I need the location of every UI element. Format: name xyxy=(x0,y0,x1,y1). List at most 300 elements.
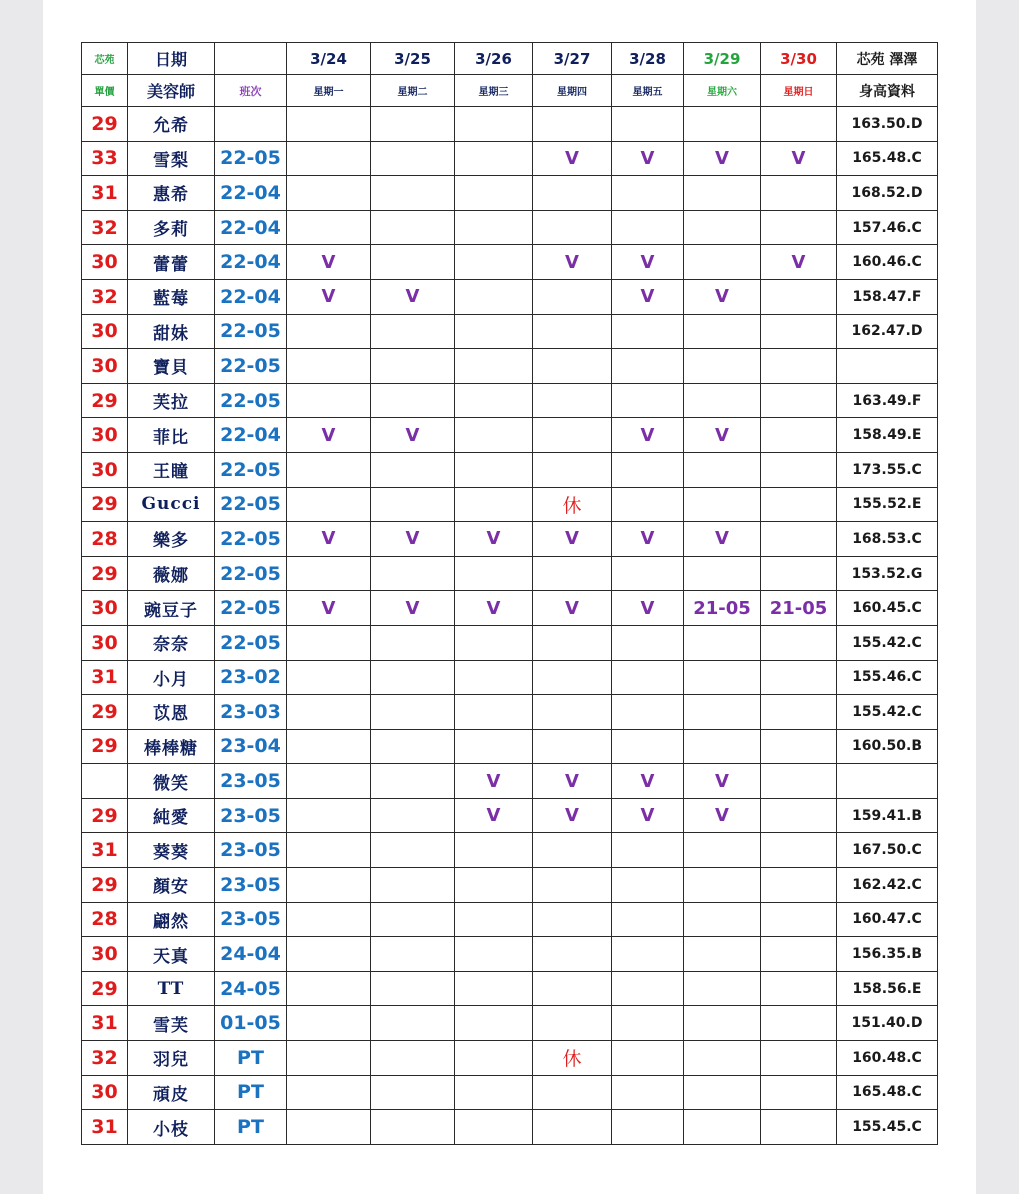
beautician-name-cell: TT xyxy=(128,971,215,1006)
shift-cell xyxy=(684,210,761,245)
beautician-name-cell: 雪芙 xyxy=(128,1006,215,1041)
shift-cell xyxy=(612,349,684,384)
shift-cell xyxy=(684,660,761,695)
beautician-name-cell: 樂多 xyxy=(128,522,215,557)
price-cell: 29 xyxy=(82,487,128,522)
shift-cell xyxy=(371,1041,455,1076)
shift-cell xyxy=(371,868,455,903)
shift-cell xyxy=(684,349,761,384)
header-weekday-mon: 星期一 xyxy=(287,75,371,107)
shift-cell xyxy=(371,176,455,211)
shift-cell xyxy=(371,141,455,176)
price-cell: 29 xyxy=(82,971,128,1006)
rest-day-cell: 休 xyxy=(533,1041,612,1076)
shift-cell xyxy=(455,487,533,522)
header-date-mon: 3/24 xyxy=(287,43,371,75)
shift-cell: 21-05 xyxy=(684,591,761,626)
shift-cell xyxy=(371,902,455,937)
price-cell: 30 xyxy=(82,349,128,384)
height-info-cell: 155.52.E xyxy=(837,487,938,522)
price-cell: 29 xyxy=(82,798,128,833)
beautician-name-cell: 微笑 xyxy=(128,764,215,799)
shift-cell xyxy=(455,556,533,591)
price-cell: 29 xyxy=(82,695,128,730)
shift-cell xyxy=(287,383,371,418)
height-info-cell: 155.42.C xyxy=(837,695,938,730)
shift-cell xyxy=(371,625,455,660)
shift-cell xyxy=(684,971,761,1006)
beautician-name-cell: 豌豆子 xyxy=(128,591,215,626)
price-cell: 29 xyxy=(82,556,128,591)
shift-cell xyxy=(761,522,837,557)
shift-cell xyxy=(533,383,612,418)
table-row xyxy=(82,868,938,903)
table-row xyxy=(82,279,938,314)
price-cell: 33 xyxy=(82,141,128,176)
shift-cell xyxy=(612,729,684,764)
beautician-name-cell: 天真 xyxy=(128,937,215,972)
beautician-name-cell: 藍莓 xyxy=(128,279,215,314)
shift-cell xyxy=(371,764,455,799)
shift-cell xyxy=(612,1075,684,1110)
shift-cell xyxy=(761,314,837,349)
shift-cell xyxy=(287,1075,371,1110)
height-info-cell: 167.50.C xyxy=(837,833,938,868)
class-cell: 22-05 xyxy=(215,522,287,557)
shift-cell: V xyxy=(287,279,371,314)
class-cell: PT xyxy=(215,1110,287,1145)
shift-cell xyxy=(612,210,684,245)
shift-cell xyxy=(533,868,612,903)
shift-cell: V xyxy=(684,764,761,799)
height-info-cell: 158.47.F xyxy=(837,279,938,314)
height-info-cell: 153.52.G xyxy=(837,556,938,591)
shift-cell xyxy=(761,625,837,660)
shift-cell: V xyxy=(455,522,533,557)
header-date-thu: 3/27 xyxy=(533,43,612,75)
shift-cell xyxy=(761,937,837,972)
price-cell: 32 xyxy=(82,210,128,245)
beautician-name-cell: 王瞳 xyxy=(128,452,215,487)
shift-cell xyxy=(287,176,371,211)
shift-cell xyxy=(612,314,684,349)
shift-cell: V xyxy=(612,591,684,626)
price-cell: 28 xyxy=(82,902,128,937)
shift-cell xyxy=(761,487,837,522)
shift-cell: V xyxy=(612,245,684,280)
price-cell: 31 xyxy=(82,833,128,868)
shift-cell xyxy=(684,314,761,349)
height-info-cell: 155.46.C xyxy=(837,660,938,695)
shift-cell xyxy=(455,971,533,1006)
height-info-cell: 165.48.C xyxy=(837,141,938,176)
shift-cell: 21-05 xyxy=(761,591,837,626)
table-row xyxy=(82,107,938,142)
height-info-cell: 162.47.D xyxy=(837,314,938,349)
price-cell: 32 xyxy=(82,279,128,314)
shift-cell: V xyxy=(612,764,684,799)
price-cell: 30 xyxy=(82,245,128,280)
beautician-name-cell: 顏安 xyxy=(128,868,215,903)
height-info-cell: 173.55.C xyxy=(837,452,938,487)
shift-cell xyxy=(371,314,455,349)
shift-cell xyxy=(761,556,837,591)
price-cell: 30 xyxy=(82,452,128,487)
header-date-fri: 3/28 xyxy=(612,43,684,75)
shift-cell xyxy=(455,695,533,730)
table-row xyxy=(82,1041,938,1076)
shift-cell: V xyxy=(371,279,455,314)
shift-cell xyxy=(612,868,684,903)
table-row xyxy=(82,971,938,1006)
shift-cell xyxy=(612,695,684,730)
price-cell: 31 xyxy=(82,176,128,211)
class-cell: 23-03 xyxy=(215,695,287,730)
shift-cell xyxy=(684,729,761,764)
header-row-dates xyxy=(82,43,938,75)
table-row xyxy=(82,660,938,695)
price-cell xyxy=(82,764,128,799)
header-date-sun: 3/30 xyxy=(761,43,837,75)
shift-cell: V xyxy=(371,591,455,626)
shift-cell xyxy=(371,1006,455,1041)
shift-cell xyxy=(371,210,455,245)
height-info-cell: 156.35.B xyxy=(837,937,938,972)
class-cell: 23-05 xyxy=(215,868,287,903)
shift-cell: V xyxy=(455,591,533,626)
shift-cell xyxy=(684,556,761,591)
shift-cell xyxy=(455,107,533,142)
beautician-name-cell: 允希 xyxy=(128,107,215,142)
shift-cell xyxy=(455,176,533,211)
shift-cell xyxy=(761,902,837,937)
header-weekday-sun: 星期日 xyxy=(761,75,837,107)
shift-cell xyxy=(455,902,533,937)
shift-cell xyxy=(761,1041,837,1076)
table-row xyxy=(82,210,938,245)
height-info-cell: 165.48.C xyxy=(837,1075,938,1110)
shift-cell xyxy=(371,349,455,384)
shift-cell xyxy=(761,695,837,730)
table-row xyxy=(82,487,938,522)
class-cell: 22-05 xyxy=(215,349,287,384)
shift-cell xyxy=(612,487,684,522)
price-cell: 31 xyxy=(82,660,128,695)
shift-cell: V xyxy=(533,798,612,833)
price-cell: 32 xyxy=(82,1041,128,1076)
shift-cell xyxy=(455,729,533,764)
shift-cell xyxy=(761,1110,837,1145)
shift-cell xyxy=(612,660,684,695)
height-info-cell: 168.52.D xyxy=(837,176,938,211)
price-cell: 29 xyxy=(82,729,128,764)
shift-cell: V xyxy=(455,764,533,799)
shift-cell xyxy=(287,107,371,142)
shift-cell: V xyxy=(612,418,684,453)
table-row xyxy=(82,1075,938,1110)
shift-cell: V xyxy=(612,798,684,833)
shift-cell xyxy=(684,625,761,660)
shift-cell xyxy=(371,1075,455,1110)
table-row xyxy=(82,591,938,626)
shift-cell xyxy=(761,383,837,418)
shift-cell xyxy=(761,833,837,868)
height-info-cell: 163.49.F xyxy=(837,383,938,418)
beautician-name-cell: 芙拉 xyxy=(128,383,215,418)
beautician-name-cell: 菲比 xyxy=(128,418,215,453)
shift-cell xyxy=(533,349,612,384)
beautician-name-cell: 苡恩 xyxy=(128,695,215,730)
header-name-label: 美容師 xyxy=(128,75,215,107)
shift-cell xyxy=(455,418,533,453)
table-row xyxy=(82,176,938,211)
shift-cell xyxy=(371,729,455,764)
shift-cell xyxy=(612,971,684,1006)
shift-cell xyxy=(533,556,612,591)
shift-cell xyxy=(455,937,533,972)
price-cell: 30 xyxy=(82,625,128,660)
price-cell: 30 xyxy=(82,937,128,972)
class-cell: 22-04 xyxy=(215,210,287,245)
shift-cell xyxy=(761,279,837,314)
price-cell: 29 xyxy=(82,383,128,418)
price-cell: 29 xyxy=(82,868,128,903)
shift-cell xyxy=(287,937,371,972)
class-cell: 23-05 xyxy=(215,798,287,833)
shift-cell: V xyxy=(371,522,455,557)
shift-cell xyxy=(684,1110,761,1145)
header-class-blank xyxy=(215,43,287,75)
shift-cell: V xyxy=(684,418,761,453)
shift-cell xyxy=(371,695,455,730)
table-row xyxy=(82,902,938,937)
class-cell: 24-04 xyxy=(215,937,287,972)
shift-cell xyxy=(455,279,533,314)
shift-cell xyxy=(287,1110,371,1145)
shift-cell xyxy=(533,937,612,972)
shift-cell: V xyxy=(455,798,533,833)
beautician-name-cell: 頑皮 xyxy=(128,1075,215,1110)
shift-cell xyxy=(287,1041,371,1076)
shift-cell xyxy=(533,279,612,314)
beautician-name-cell: 奈奈 xyxy=(128,625,215,660)
shift-cell xyxy=(287,660,371,695)
header-weekday-fri: 星期五 xyxy=(612,75,684,107)
beautician-name-cell: 羽兒 xyxy=(128,1041,215,1076)
class-cell: 22-04 xyxy=(215,245,287,280)
rest-day-cell: 休 xyxy=(533,487,612,522)
table-row xyxy=(82,798,938,833)
height-info-cell xyxy=(837,764,938,799)
shift-cell xyxy=(371,1110,455,1145)
header-class-label: 班次 xyxy=(215,75,287,107)
shift-cell xyxy=(455,349,533,384)
shift-cell xyxy=(684,902,761,937)
shift-cell xyxy=(455,383,533,418)
shift-cell xyxy=(455,868,533,903)
shift-cell xyxy=(761,107,837,142)
beautician-name-cell: 雪梨 xyxy=(128,141,215,176)
shift-cell xyxy=(761,210,837,245)
shift-cell xyxy=(612,556,684,591)
table-row xyxy=(82,349,938,384)
shift-cell xyxy=(761,452,837,487)
shift-cell xyxy=(287,556,371,591)
shift-cell xyxy=(684,452,761,487)
class-cell: 22-04 xyxy=(215,418,287,453)
beautician-name-cell: 甜妹 xyxy=(128,314,215,349)
header-date-tue: 3/25 xyxy=(371,43,455,75)
shift-cell: V xyxy=(287,591,371,626)
table-row xyxy=(82,937,938,972)
shift-cell xyxy=(533,107,612,142)
shift-cell: V xyxy=(684,279,761,314)
height-info-cell: 168.53.C xyxy=(837,522,938,557)
class-cell: 22-05 xyxy=(215,141,287,176)
shift-cell xyxy=(761,349,837,384)
shift-cell xyxy=(761,176,837,211)
shift-cell xyxy=(371,798,455,833)
class-cell: 23-02 xyxy=(215,660,287,695)
shift-cell xyxy=(612,1006,684,1041)
header-weekday-wed: 星期三 xyxy=(455,75,533,107)
shift-cell xyxy=(455,141,533,176)
shift-cell xyxy=(455,1075,533,1110)
shift-cell xyxy=(371,660,455,695)
price-cell: 30 xyxy=(82,418,128,453)
shift-cell: V xyxy=(533,245,612,280)
beautician-name-cell: 寶貝 xyxy=(128,349,215,384)
header-weekday-tue: 星期二 xyxy=(371,75,455,107)
shift-cell xyxy=(533,176,612,211)
shift-cell xyxy=(371,487,455,522)
shift-cell: V xyxy=(371,418,455,453)
class-cell: PT xyxy=(215,1041,287,1076)
shift-cell xyxy=(761,1006,837,1041)
table-row xyxy=(82,625,938,660)
class-cell: 22-04 xyxy=(215,279,287,314)
shift-cell: V xyxy=(761,245,837,280)
header-date-wed: 3/26 xyxy=(455,43,533,75)
shift-cell xyxy=(684,245,761,280)
beautician-name-cell: 惠希 xyxy=(128,176,215,211)
shift-cell xyxy=(761,971,837,1006)
header-date-sat: 3/29 xyxy=(684,43,761,75)
shift-cell xyxy=(533,660,612,695)
height-info-cell: 158.49.E xyxy=(837,418,938,453)
table-row xyxy=(82,522,938,557)
table-row xyxy=(82,383,938,418)
class-cell: 24-05 xyxy=(215,971,287,1006)
shift-cell xyxy=(612,452,684,487)
table-row xyxy=(82,729,938,764)
height-info-cell: 160.46.C xyxy=(837,245,938,280)
shift-cell xyxy=(287,349,371,384)
height-info-cell: 162.42.C xyxy=(837,868,938,903)
shift-cell xyxy=(612,902,684,937)
shift-cell xyxy=(684,868,761,903)
shift-cell xyxy=(371,245,455,280)
schedule-table xyxy=(81,42,938,1145)
table-row xyxy=(82,314,938,349)
class-cell: 23-05 xyxy=(215,764,287,799)
beautician-name-cell: 翩然 xyxy=(128,902,215,937)
shift-cell xyxy=(287,971,371,1006)
shift-cell xyxy=(612,1041,684,1076)
class-cell: 23-05 xyxy=(215,833,287,868)
shift-cell xyxy=(455,833,533,868)
price-cell: 28 xyxy=(82,522,128,557)
class-cell: 22-05 xyxy=(215,591,287,626)
shift-cell xyxy=(684,487,761,522)
shift-cell xyxy=(761,660,837,695)
class-cell: 22-05 xyxy=(215,314,287,349)
shift-cell xyxy=(533,625,612,660)
class-cell: 22-05 xyxy=(215,556,287,591)
shift-cell: V xyxy=(287,522,371,557)
height-info-cell: 151.40.D xyxy=(837,1006,938,1041)
class-cell xyxy=(215,107,287,142)
shift-cell: V xyxy=(612,141,684,176)
beautician-name-cell: 純愛 xyxy=(128,798,215,833)
shift-cell xyxy=(612,625,684,660)
price-cell: 29 xyxy=(82,107,128,142)
price-cell: 30 xyxy=(82,591,128,626)
shift-cell xyxy=(761,729,837,764)
shift-cell xyxy=(761,1075,837,1110)
shift-cell xyxy=(287,902,371,937)
shift-cell xyxy=(684,833,761,868)
table-row xyxy=(82,833,938,868)
height-info-cell: 158.56.E xyxy=(837,971,938,1006)
header-row-weekdays xyxy=(82,75,938,107)
shift-cell xyxy=(455,660,533,695)
shift-cell xyxy=(684,176,761,211)
class-cell: 22-04 xyxy=(215,176,287,211)
shift-cell xyxy=(287,487,371,522)
height-info-cell: 155.42.C xyxy=(837,625,938,660)
beautician-name-cell: 小枝 xyxy=(128,1110,215,1145)
shift-cell: V xyxy=(612,522,684,557)
document-page xyxy=(43,0,976,1194)
table-row xyxy=(82,1110,938,1145)
shift-cell xyxy=(612,383,684,418)
shift-cell xyxy=(684,937,761,972)
shift-cell xyxy=(533,418,612,453)
table-row xyxy=(82,695,938,730)
height-info-cell: 160.48.C xyxy=(837,1041,938,1076)
shift-cell xyxy=(287,314,371,349)
shift-cell xyxy=(455,1110,533,1145)
shift-cell: V xyxy=(612,279,684,314)
shift-cell xyxy=(612,107,684,142)
class-cell: 23-04 xyxy=(215,729,287,764)
shift-cell xyxy=(455,210,533,245)
table-row xyxy=(82,764,938,799)
shift-cell xyxy=(684,695,761,730)
beautician-name-cell: 多莉 xyxy=(128,210,215,245)
shift-cell xyxy=(612,833,684,868)
shift-cell xyxy=(455,1041,533,1076)
class-cell: 22-05 xyxy=(215,383,287,418)
beautician-name-cell: 棒棒糖 xyxy=(128,729,215,764)
shift-cell xyxy=(533,833,612,868)
class-cell: 23-05 xyxy=(215,902,287,937)
shift-cell xyxy=(287,695,371,730)
shift-cell xyxy=(684,383,761,418)
shift-cell xyxy=(455,1006,533,1041)
shift-cell xyxy=(371,937,455,972)
